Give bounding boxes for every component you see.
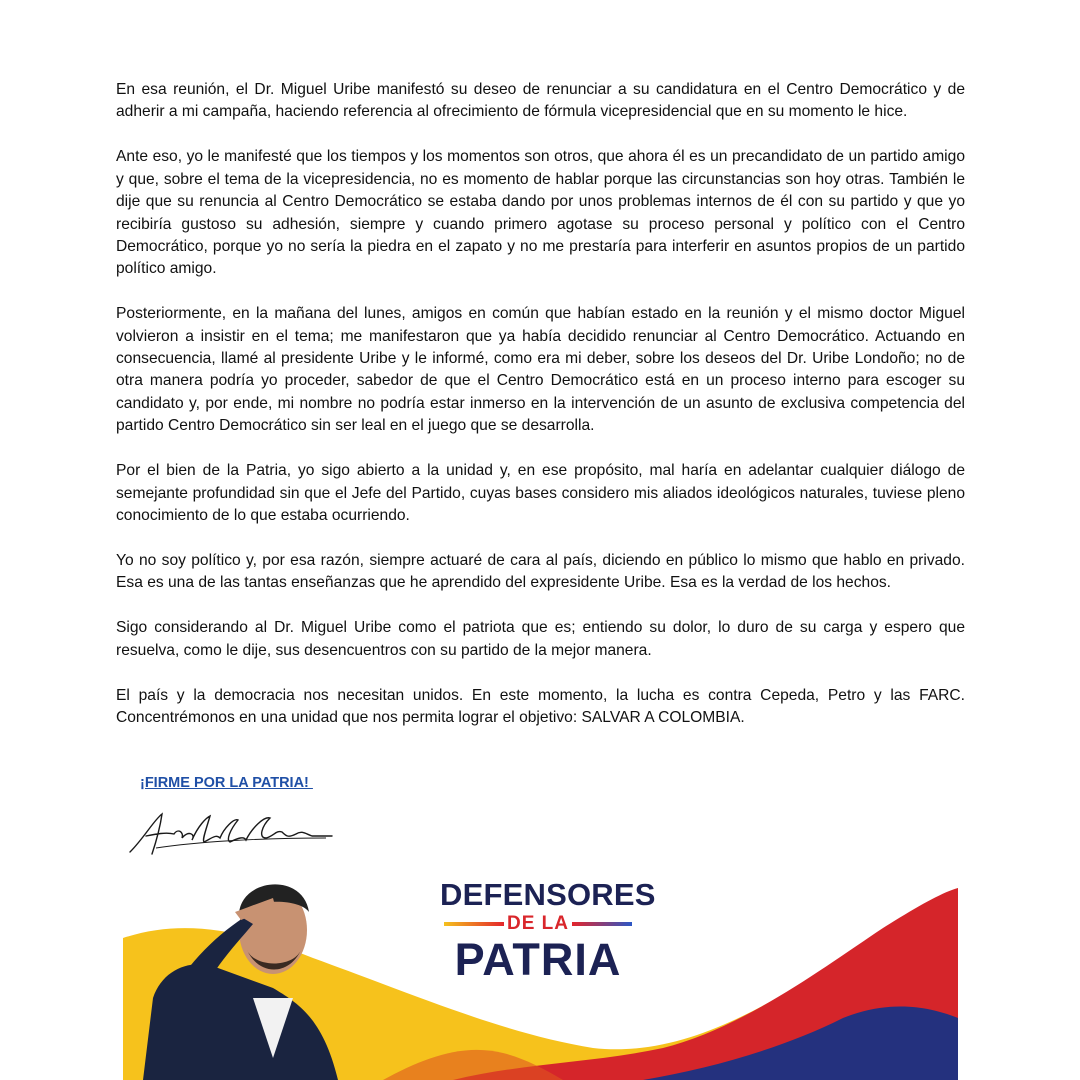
candidate-saluting-photo: [123, 858, 383, 1080]
handwritten-signature: [126, 808, 336, 858]
defensores-de-la-patria-logo: [440, 877, 656, 985]
logo-line-2: DE LA: [507, 913, 569, 934]
paragraph: Por el bien de la Patria, yo sigo abierto a la unidad y, en ese propósito, mal haría en adelantar cualquier diálogo de semejante profundidad sin que el Jefe del Partido, cuyas bases considero mis aliados ideológicos naturales, tuviese pleno conocimiento de lo que estaba ocurriendo.: [116, 462, 965, 524]
paragraph: Sigo considerando al Dr. Miguel Uribe como el patriota que es; entiendo su dolor, lo duro de su carga y espero que resuelva, como le dije, sus desencuentros con su partido de la mejor manera.: [116, 619, 965, 659]
logo-line-1: DEFENSORES: [440, 877, 656, 912]
paragraph: El país y la democracia nos necesitan unidos. En este momento, la lucha es contra Cepeda, Petro y las FARC. Concentrémonos en una unidad que nos permita lograr el objetivo: SALVAR A COLOMBIA.: [116, 686, 965, 726]
paragraph: Posteriormente, en la mañana del lunes, amigos en común que habían estado en la reunión y el mismo doctor Miguel volvieron a insistir en el tema; me manifestaron que ya había decidido renunciar al Centro Democrático. Actuando en consecuencia, llamé al presidente Uribe y le informé, como era mi deber, sobre los deseos del Dr. Uribe Londoño; no de otra manera podría yo proceder, sabedor de que el Centro Democrático está en un proceso interno para escoger su candidato y, por ende, mi nombre no podría estar inmerso en la intervención de un asunto de exclusiva competencia del partido Centro Democrático sin ser leal en el juego que se desarrolla.: [116, 305, 965, 435]
letter-body: [116, 79, 965, 752]
logo-line-3: PATRIA: [454, 934, 622, 985]
sign-petition-link[interactable]: ¡FIRME POR LA PATRIA!: [140, 775, 313, 791]
paragraph: En esa reunión, el Dr. Miguel Uribe manifestó su deseo de renunciar a su candidatura en el Centro Democrático y de adherir a mi campaña, haciendo referencia al ofrecimiento de fórmula vicepresidencial que en su momento le hice.: [116, 81, 965, 121]
paragraph: Yo no soy político y, por esa razón, siempre actuaré de cara al país, diciendo en público lo mismo que hablo en privado. Esa es una de las tantas enseñanzas que he aprendido del expresidente Uribe. Esa es la verdad de los hechos.: [116, 551, 965, 592]
paragraph: Ante eso, yo le manifesté que los tiempos y los momentos son otros, que ahora él es un precandidato de un partido amigo y que, sobre el tema de la vicepresidencia, no es momento de hablar porque las circunstancias son hoy otras. También le dije que su renuncia al Centro Democrático se estaba dando por unos problemas internos de él con su partido y que yo recibiría gustoso su adhesión, siempre y cuando primero agotase su proceso personal y político con el Centro Democrático, porque yo no sería la piedra en el zapato y no me prestaría para interferir en asuntos propios de un partido político amigo.: [116, 148, 965, 278]
